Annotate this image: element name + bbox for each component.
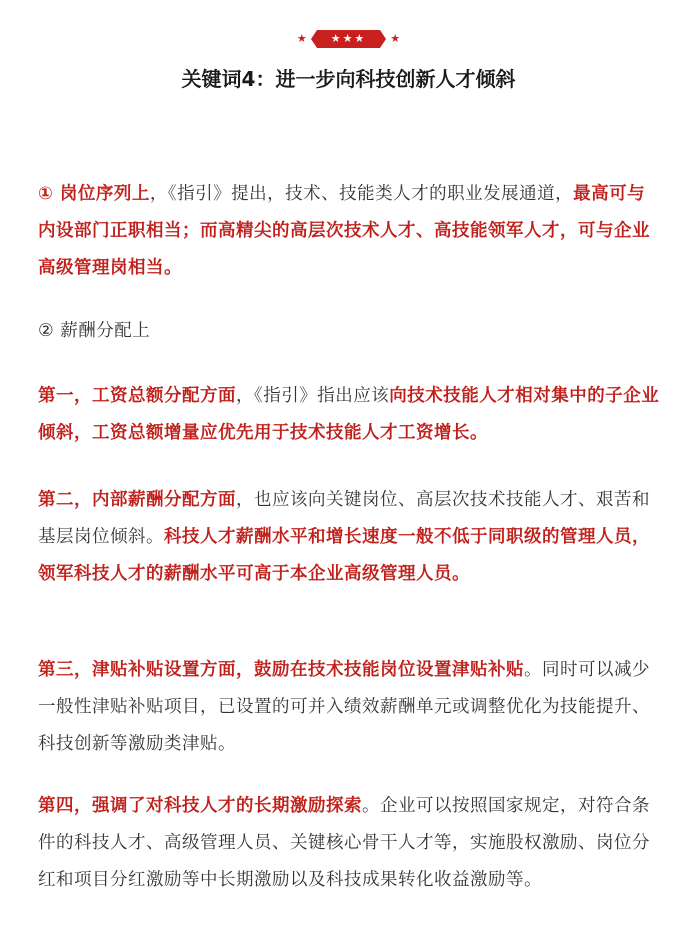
paragraph-text: ，《指引》指出应该 (236, 386, 390, 406)
star-icon: ★ (390, 32, 401, 45)
paragraph-text: ，《指引》提出，技术、技能类人才的职业发展通道， (149, 184, 574, 204)
paragraph-text: 。同时可以减少一般性津贴补贴项目，已设置的可并入绩效薪酬单元或调整优化为技能提升、科技创新等激励类津贴。 (38, 660, 650, 754)
star-icon: ★ (296, 32, 307, 45)
paragraph-second (38, 482, 660, 593)
paragraph-emphasis: 最高可与内设部门正职相当；而高精尖的高层次技术人才、高技能领军人才，可与企业高级管理岗相当。 (38, 184, 650, 278)
paragraph-lead: 第三，津贴补贴设置方面，鼓励在技术技能岗位设置津贴补贴 (38, 660, 524, 680)
paragraph-third (38, 652, 660, 763)
paragraph-text: ，也应该向关键岗位、高层次技术技能人才、艰苦和基层岗位倾斜。 (38, 490, 650, 547)
paragraph-post-sequence (38, 176, 660, 287)
star-ribbon: ★★★ (317, 30, 381, 48)
paragraph-first (38, 378, 660, 452)
paragraph-lead: 第二，内部薪酬分配方面 (38, 490, 236, 510)
decorative-ribbon (0, 30, 697, 48)
paragraph-lead: 第四，强调了对科技人才的长期激励探索 (38, 796, 362, 816)
paragraph-emphasis: 向技术技能人才相对集中的子企业倾斜，工资总额增量应优先用于技术技能人才工资增长。 (38, 386, 660, 443)
paragraph-salary-heading (38, 313, 660, 350)
section-title: 关键词4：进一步向科技创新人才倾斜 (181, 67, 516, 91)
paragraph-lead: 第一，工资总额分配方面 (38, 386, 236, 406)
paragraph-text: 。企业可以按照国家规定，对符合条件的科技人才、高级管理人员、关键核心骨干人才等，实施股权激励、岗位分红和项目分红激励等中长期激励以及科技成果转化收益激励等。 (38, 796, 650, 890)
paragraph-lead: ① 岗位序列上 (38, 184, 150, 204)
paragraph-fourth (38, 788, 660, 899)
paragraph-emphasis: 科技人才薪酬水平和增长速度一般不低于同职级的管理人员，领军科技人才的薪酬水平可高于本企业高级管理人员。 (38, 527, 650, 584)
paragraph-text: ② 薪酬分配上 (38, 321, 151, 341)
